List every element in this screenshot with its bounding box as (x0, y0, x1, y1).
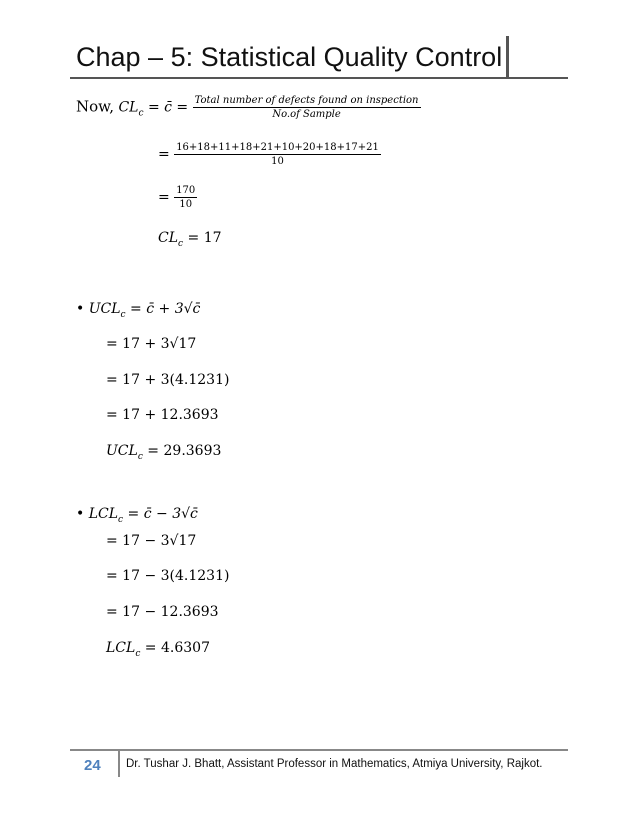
cl-sum-line: = $\frac{16+18+11+18+21+10+20+18+17+21}{10}$ (158, 142, 379, 167)
cl-result-line: $CL_c = 17$ (158, 230, 222, 249)
header-vertical-bar (506, 36, 509, 78)
cl-sum-fraction (174, 141, 381, 168)
cl-definition-numerator: Total number of defects found on inspection (194, 95, 419, 106)
lcl-symbol: LCL (88, 506, 119, 522)
lcl-result-value: 4.6307 (161, 640, 210, 656)
ucl-result-symbol: UCL (106, 443, 138, 459)
cl-result-symbol: CL (158, 230, 179, 246)
cl-total-denominator: 10 (179, 199, 193, 210)
footer-rule (70, 749, 568, 751)
lcl-step: = 17 − 12.3693 (106, 604, 219, 620)
cl-symbol: CL (118, 99, 139, 116)
cl-formula-line: Now, $CL_c$ = c̄ = $\frac{\text{Total number of defects found on inspection}}{\text{No.of Sample}}$ (76, 95, 419, 120)
lcl-step: = 17 − 3(4.1231) (106, 568, 230, 584)
lcl-step: = 17 − 3√17 (106, 533, 197, 549)
ucl-step: = 17 + 3(4.1231) (106, 372, 230, 388)
cl-total-line: = $\frac{170}{10}$ (158, 185, 196, 210)
bullet-icon: • (76, 301, 85, 317)
page-number: 24 (84, 757, 101, 774)
lcl-result-sub: c (135, 648, 141, 659)
cl-sum-denominator: 10 (271, 156, 284, 167)
cl-definition-denominator: No.of Sample (272, 109, 341, 120)
cl-definition-fraction (193, 94, 421, 121)
cl-total-numerator: 170 (176, 185, 196, 196)
ucl-result-sub: c (137, 451, 143, 462)
cl-result-sub: c (178, 238, 184, 249)
ucl-formula-rhs: c̄ + 3√c̄ (146, 301, 201, 317)
ucl-result-value: 29.3693 (163, 443, 222, 459)
bullet-icon: • (76, 506, 85, 522)
cl-result-value: 17 (203, 230, 222, 246)
cbar-symbol: c̄ (164, 99, 172, 116)
lcl-formula-rhs: c̄ − 3√c̄ (143, 506, 198, 522)
lcl-sub: c (118, 514, 124, 525)
ucl-sub: c (120, 309, 126, 320)
ucl-step: = 17 + 3√17 (106, 336, 197, 352)
cl-total-fraction (174, 184, 197, 211)
lcl-result-line: $LCL_c = 4.6307$ (106, 640, 210, 659)
cl-sub: c (138, 108, 144, 119)
page-title: Chap – 5: Statistical Quality Control (76, 42, 503, 72)
footer-author: Dr. Tushar J. Bhatt, Assistant Professor in Mathematics, Atmiya University, Rajkot. (126, 758, 543, 770)
now-label: Now, (76, 97, 114, 116)
ucl-result-line: $UCL_c = 29.3693$ (106, 443, 222, 462)
footer-vertical-bar (118, 751, 120, 777)
cl-sum-numerator: 16+18+11+18+21+10+20+18+17+21 (176, 142, 379, 153)
ucl-formula-line: • $UCL_c$ = c̄ + 3√c̄ (76, 301, 201, 320)
header-rule (70, 77, 568, 79)
ucl-step: = 17 + 12.3693 (106, 407, 219, 423)
lcl-result-symbol: LCL (106, 640, 136, 656)
ucl-symbol: UCL (88, 301, 121, 317)
lcl-formula-line: • $LCL_c$ = c̄ − 3√c̄ (76, 506, 198, 525)
